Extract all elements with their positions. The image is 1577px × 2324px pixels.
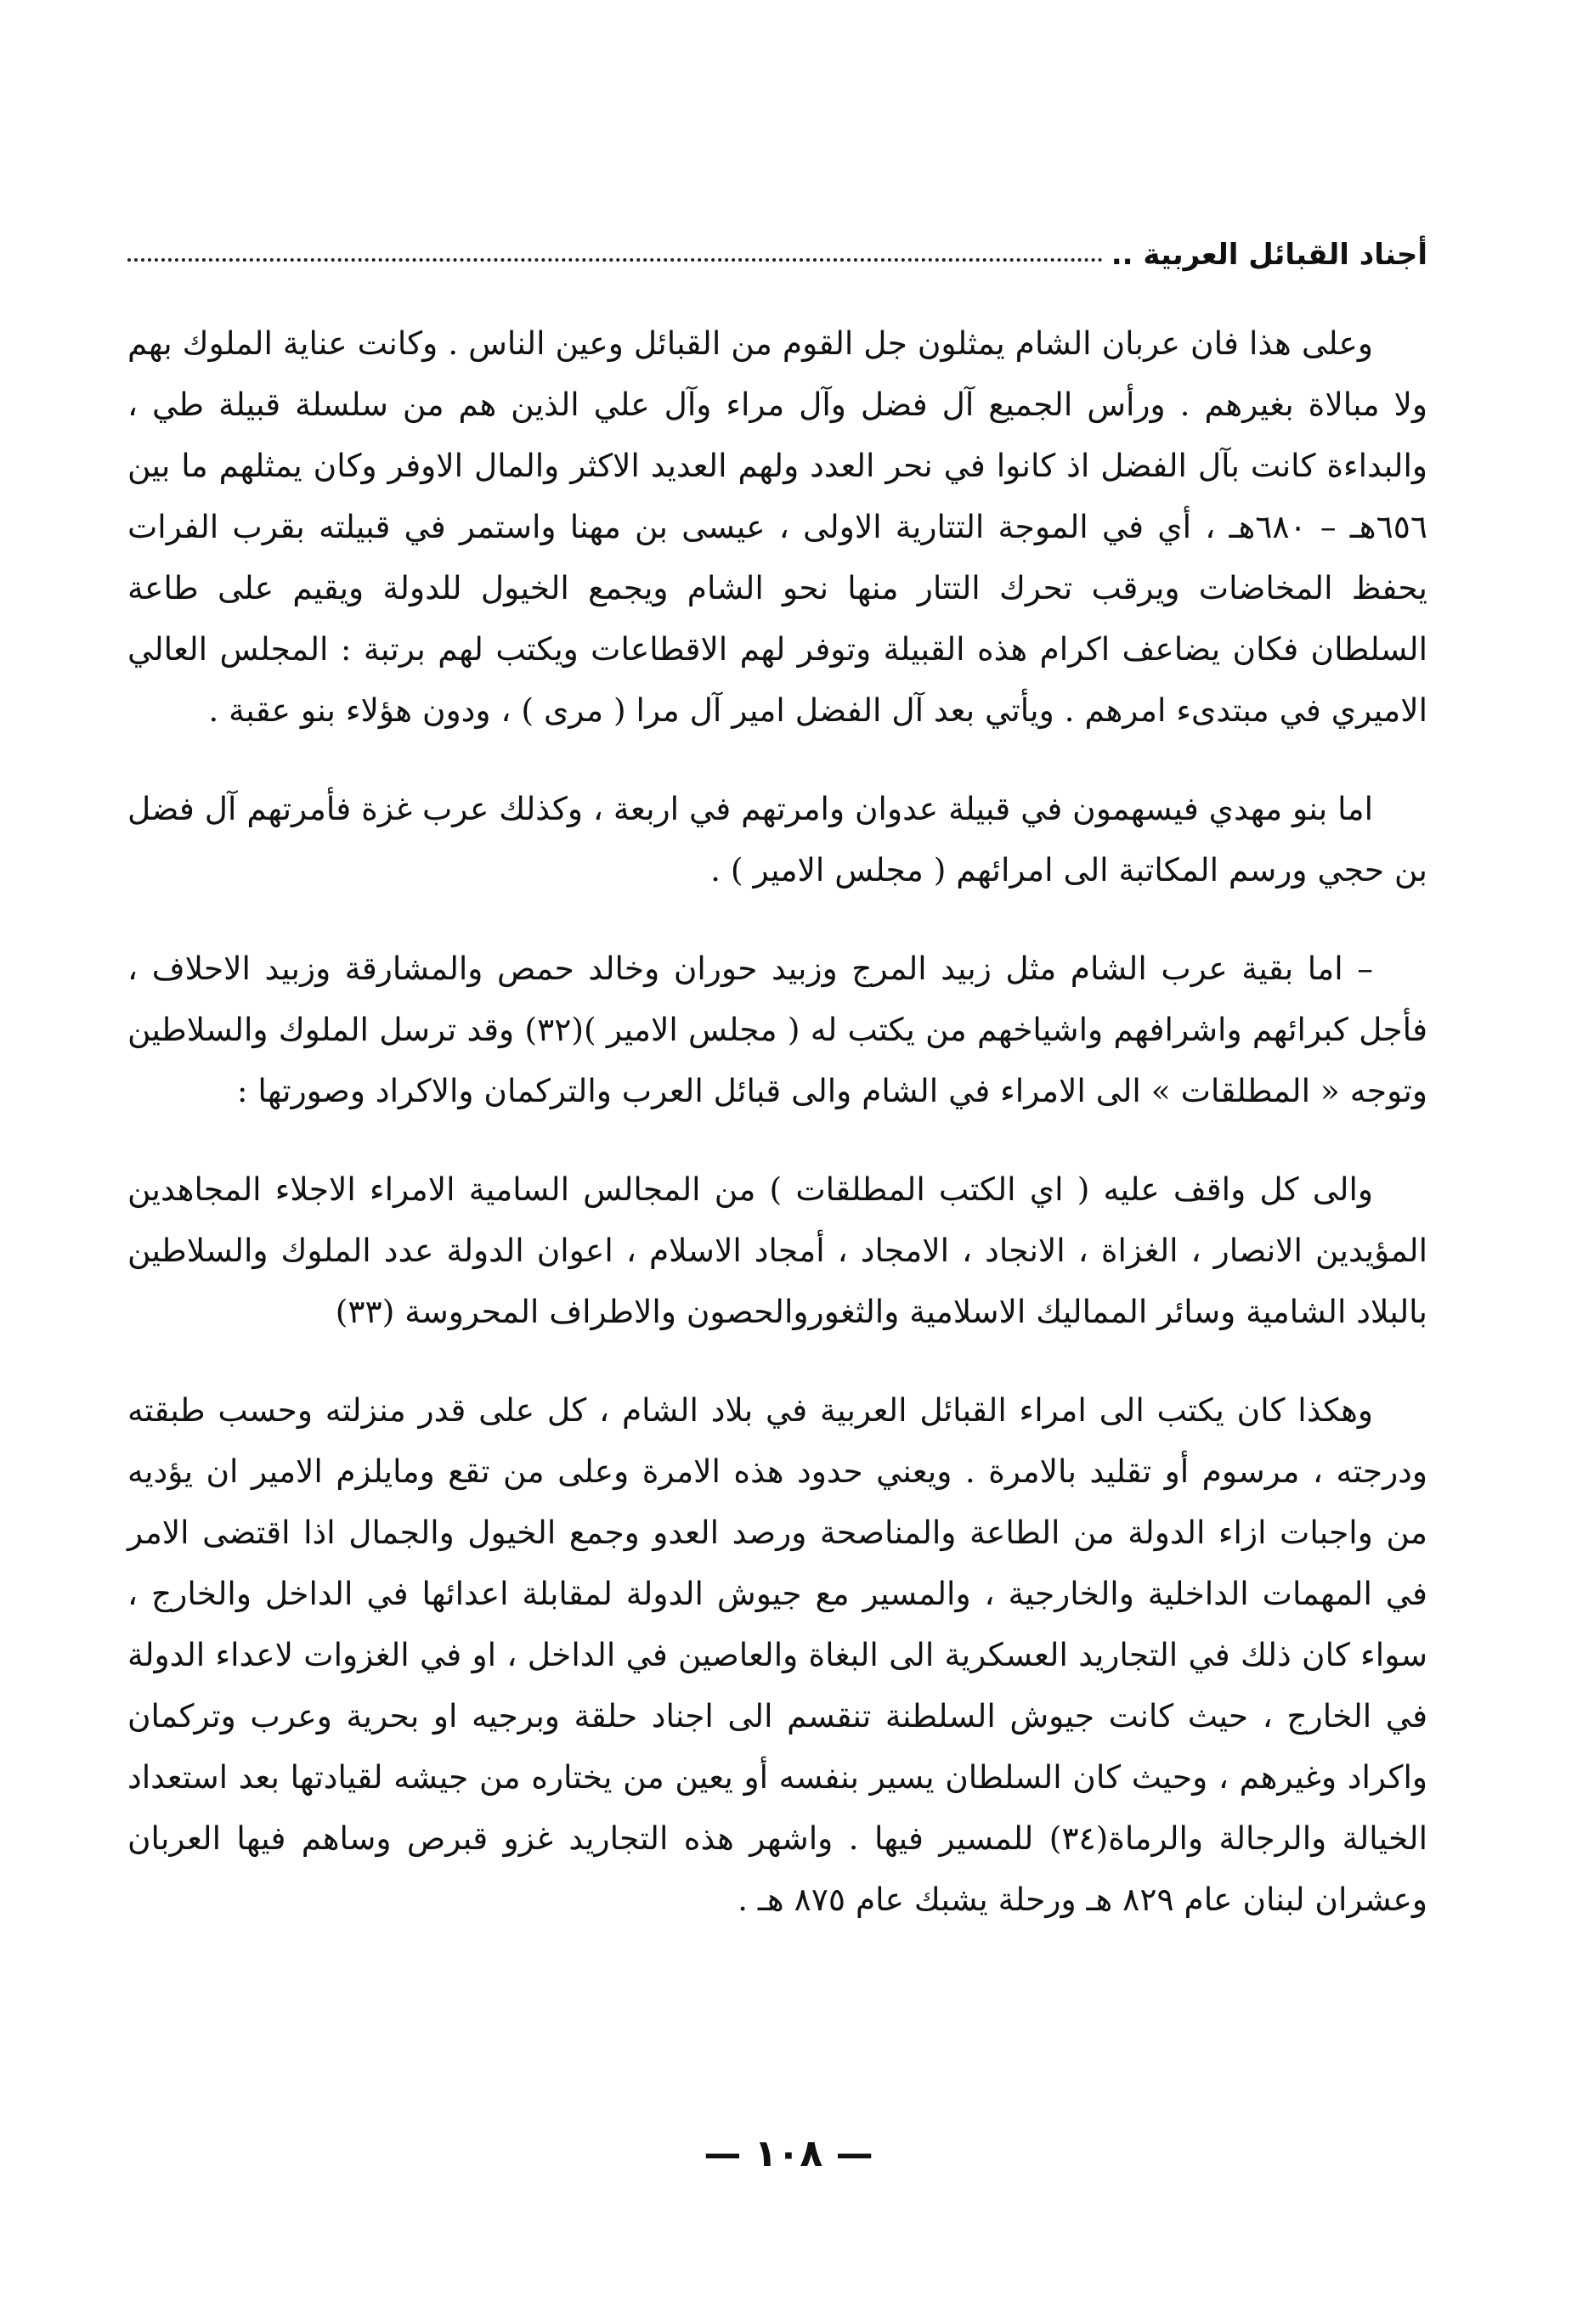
page-number: — ١٠٨ —: [704, 2132, 873, 2175]
paragraph-1: وعلى هذا فان عربان الشام يمثلون جل القوم من القبائل وعين الناس . وكانت عناية الملوك بهم ولا مبالاة بغيرهم . ورأس الجميع آل فضل وآل مراء وآل علي الذين هم من سلسلة قبيلة طي ، والبداءة كانت بآل الفضل اذ كانوا في نحر العدد ولهم العديد الاكثر والمال الاوفر وكان يمثلهم ما بين ٦٥٦هـ – ٦٨٠هـ ، أي في الموجة التتارية الاولى ، عيسى بن مهنا واستمر في قبيلته بقرب الفرات يحفظ المخاضات ويرقب تحرك التتار منها نحو الشام ويجمع الخيول للدولة ويقيم على طاعة السلطان فكان يضاعف اكرام هذه القبيلة وتوفر لهم الاقطاعات ويكتب لهم برتبة : المجلس العالي الاميري في مبتدىء امرهم . ويأتي بعد آل الفضل امير آل مرا ( مرى ) ، ودون هؤلاء بنو عقبة .: [127, 324, 1427, 729]
running-header: [127, 212, 1427, 272]
paragraph-2: اما بنو مهدي فيسهمون في قبيلة عدوان وامرتهم في اربعة ، وكذلك عرب غزة فأمرتهم آل فضل بن حجي ورسم المكاتبة الى امرائهم ( مجلس الامير ) .: [127, 790, 1427, 888]
running-header-title: أجناد القبائل العربية ..: [1111, 238, 1427, 272]
body-text: [127, 313, 1427, 1930]
paragraph-4: والى كل واقف عليه ( اي الكتب المطلقات ) من المجالس السامية الامراء الاجلاء المجاهدين المؤيدين الانصار ، الغزاة ، الانجاد ، الامجاد ، أمجاد الاسلام ، اعوان الدولة عدد الملوك والسلاطين بالبلاد الشامية وسائر المماليك الاسلامية والثغوروالحصون والاطراف المحروسة (٣٣): [127, 1170, 1427, 1330]
document-page: [127, 212, 1427, 1967]
dotted-leader: [127, 258, 1103, 262]
paragraph-3: – اما بقية عرب الشام مثل زبيد المرج وزبيد حوران وخالد حمص والمشارقة وزبيد الاحلاف ، فأجل كبرائهم واشرافهم واشياخهم من يكتب له ( مجلس الامير )(٣٢) وقد ترسل الملوك والسلاطين وتوجه « المطلقات » الى الامراء في الشام والى قبائل العرب والتركمان والاكراد وصورتها :: [127, 950, 1427, 1109]
paragraph-5: وهكذا كان يكتب الى امراء القبائل العربية في بلاد الشام ، كل على قدر منزلته وحسب طبقته ودرجته ، مرسوم أو تقليد بالامرة . ويعني حدود هذه الامرة وعلى من تقع ومايلزم الامير ان يؤديه من واجبات ازاء الدولة من الطاعة والمناصحة ورصد العدو وجمع الخيول والجمال اذا اقتضى الامر في المهمات الداخلية والخارجية ، والمسير مع جيوش الدولة لمقابلة اعدائها في الداخل والخارج ، سواء كان ذلك في التجاريد العسكرية الى البغاة والعاصين في الداخل ، او في الغزوات لاعداء الدولة في الخارج ، حيث كانت جيوش السلطنة تنقسم الى اجناد حلقة وبرجيه او بحرية وعرب وتركمان واكراد وغيرهم ، وحيث كان السلطان يسير بنفسه أو يعين من يختاره من جيشه لقيادتها بعد استعداد الخيالة والرجالة والرماة(٣٤) للمسير فيها . واشهر هذه التجاريد غزو قبرص وساهم فيها العربان وعشران لبنان عام ٨٢٩ هـ ورحلة يشبك عام ٨٧٥ هـ .: [127, 1391, 1427, 1918]
